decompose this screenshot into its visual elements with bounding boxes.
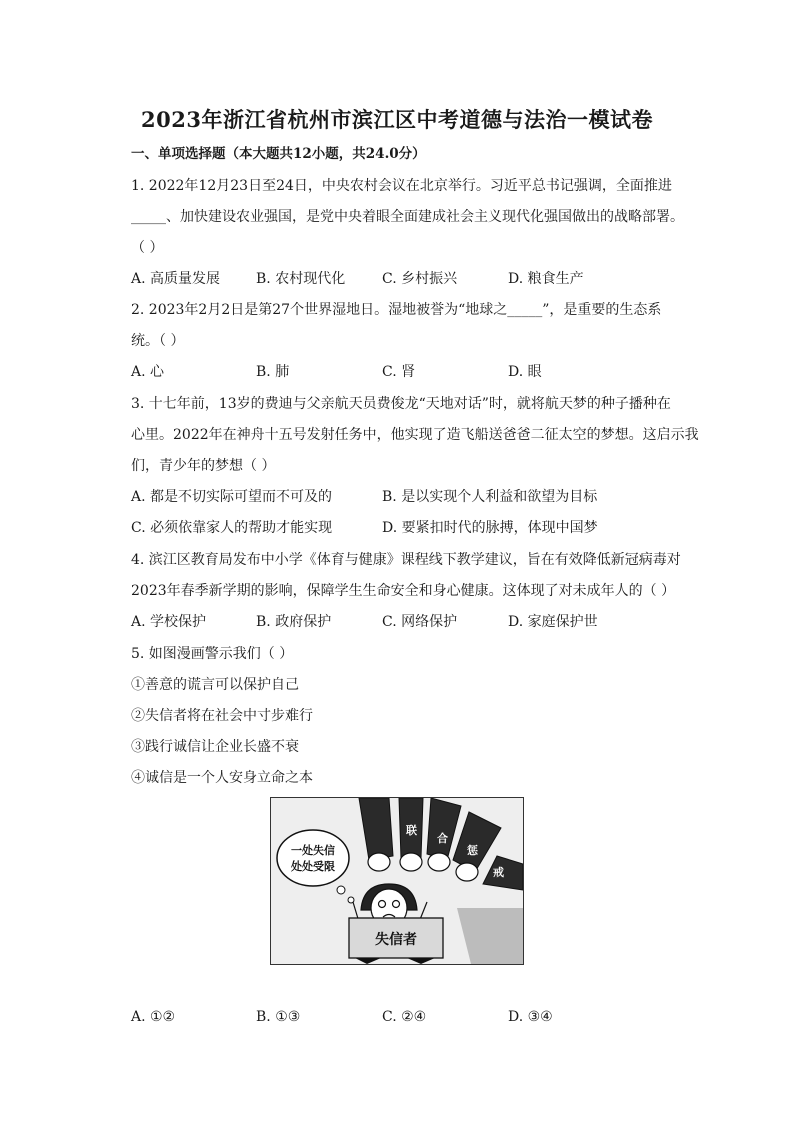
q4-line-2: 2023年春季新学期的影响，保障学生生命安全和身心健康。这体现了对未成年人的（ ） xyxy=(131,583,676,599)
page-title: 2023年浙江省杭州市滨江区中考道德与法治一模试卷 xyxy=(141,107,653,132)
sleeve-label-3: 惩 xyxy=(467,844,478,857)
q3-line-2: 心里。2022年在神舟十五号发射任务中，他实现了造飞船送爸爸二征太空的梦想。这启示我 xyxy=(131,427,699,443)
integrity-cartoon xyxy=(270,797,524,965)
q5-statement-2: ②失信者将在社会中寸步难行 xyxy=(131,708,313,724)
q4-line-1: 4. 滨江区教育局发布中小学《体育与健康》课程线下教学建议，旨在有效降低新冠病毒对 xyxy=(131,552,681,568)
q3-option-a: A. 都是不切实际可望而不可及的 xyxy=(131,489,333,505)
q5-statement-3: ③践行诚信让企业长盛不衰 xyxy=(131,739,299,755)
q3-option-d: D. 要紧扣时代的脉搏，体现中国梦 xyxy=(382,520,598,536)
q5-option-b: B. ①③ xyxy=(256,1009,301,1025)
q1-option-b: B. 农村现代化 xyxy=(256,271,346,287)
sleeve-label-1: 联 xyxy=(406,824,417,837)
q2-option-a: A. 心 xyxy=(131,364,165,380)
q1-line-2: _____、加快建设农业强国，是党中央着眼全面建成社会主义现代化强国做出的战略部署。 xyxy=(131,209,684,225)
q2-line-1: 2. 2023年2月2日是第27个世界湿地日。湿地被誉为“地球之_____”，是重要的生态系 xyxy=(131,302,662,318)
q5-option-a: A. ①② xyxy=(131,1009,176,1025)
q5-option-c: C. ②④ xyxy=(382,1009,427,1025)
q5-option-d: D. ③④ xyxy=(508,1009,553,1025)
q4-option-d: D. 家庭保护世 xyxy=(508,614,598,630)
q2-option-d: D. 眼 xyxy=(508,364,542,380)
q4-option-c: C. 网络保护 xyxy=(382,614,458,630)
placard-label: 失信者 xyxy=(375,932,417,948)
bubble-line-2: 处处受限 xyxy=(291,860,335,873)
q5-statement-4: ④诚信是一个人安身立命之本 xyxy=(131,770,313,786)
q2-option-c: C. 肾 xyxy=(382,364,416,380)
q1-line-3: （ ） xyxy=(131,240,164,256)
q5-statement-1: ①善意的谎言可以保护自己 xyxy=(131,677,299,693)
q3-option-c: C. 必须依靠家人的帮助才能实现 xyxy=(131,520,333,536)
q2-option-b: B. 肺 xyxy=(256,364,290,380)
q2-line-2: 统。（ ） xyxy=(131,333,185,349)
q5-stem: 5. 如图漫画警示我们（ ） xyxy=(131,646,294,662)
q3-line-3: 们，青少年的梦想（ ） xyxy=(131,458,276,474)
q3-line-1: 3. 十七年前，13岁的费迪与父亲航天员费俊龙“天地对话”时，就将航天梦的种子播种在 xyxy=(131,396,671,412)
q1-option-d: D. 粮食生产 xyxy=(508,271,584,287)
section-header: 一、单项选择题（本大题共12小题，共24.0分） xyxy=(131,146,426,162)
q1-line-1: 1. 2022年12月23日至24日，中央农村会议在北京举行。习近平总书记强调，全面推进 xyxy=(131,178,672,194)
q1-option-c: C. 乡村振兴 xyxy=(382,271,458,287)
sleeve-label-2: 合 xyxy=(437,832,448,845)
sleeve-label-4: 戒 xyxy=(493,866,504,879)
q3-option-b: B. 是以实现个人利益和欲望为目标 xyxy=(382,489,598,505)
bubble-line-1: 一处失信 xyxy=(291,844,335,857)
q4-option-a: A. 学校保护 xyxy=(131,614,207,630)
q4-option-b: B. 政府保护 xyxy=(256,614,332,630)
q1-option-a: A. 高质量发展 xyxy=(131,271,221,287)
